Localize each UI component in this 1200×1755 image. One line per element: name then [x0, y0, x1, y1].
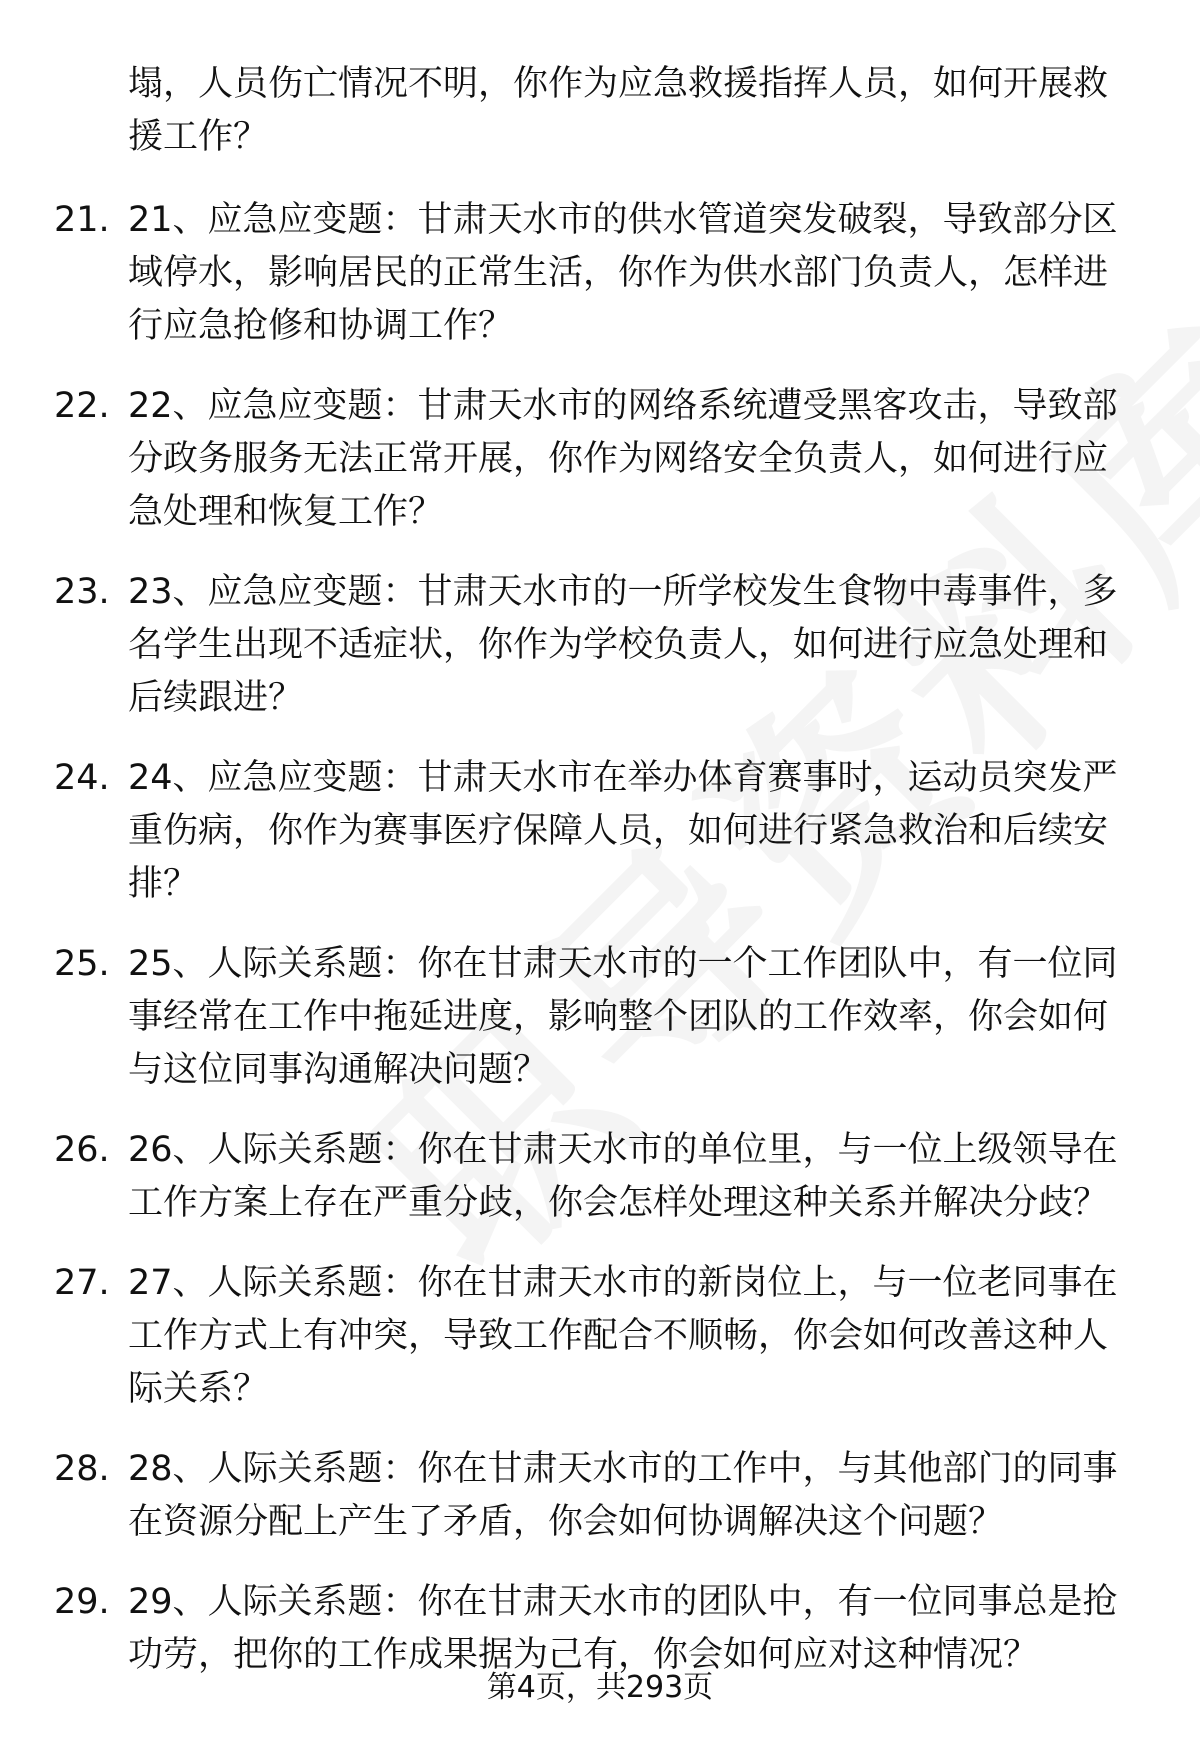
question-text: 29、人际关系题：你在甘肃天水市的团队中，有一位同事总是抢功劳，把你的工作成果据为己有，你会如何应对这种情况？ [128, 1582, 1118, 1675]
question-text: 26、人际关系题：你在甘肃天水市的单位里，与一位上级领导在工作方案上存在严重分歧，你会怎样处理这种关系并解决分歧？ [128, 1130, 1118, 1223]
question-number: 29. [54, 1582, 110, 1622]
question-text: 23、应急应变题：甘肃天水市的一所学校发生食物中毒事件，多名学生出现不适症状，你作为学校负责人，如何进行应急处理和后续跟进？ [128, 572, 1118, 718]
question-item [0, 1443, 1200, 1549]
question-item [0, 1124, 1200, 1230]
question-item [0, 1576, 1200, 1682]
question-number: 22. [54, 386, 110, 426]
question-number: 25. [54, 944, 110, 984]
question-item [0, 938, 1200, 1097]
question-number: 23. [54, 572, 110, 612]
question-number: 27. [54, 1263, 110, 1303]
page-footer: 第4页，共293页 [486, 1670, 714, 1705]
question-number: 21. [54, 200, 110, 240]
question-item [0, 380, 1200, 539]
question-text: 27、人际关系题：你在甘肃天水市的新岗位上，与一位老同事在工作方式上有冲突，导致工作配合不顺畅，你会如何改善这种人际关系？ [128, 1263, 1118, 1409]
question-text: 22、应急应变题：甘肃天水市的网络系统遭受黑客攻击，导致部分政务服务无法正常开展，你作为网络安全负责人，如何进行应急处理和恢复工作？ [128, 386, 1118, 532]
question-text: 28、人际关系题：你在甘肃天水市的工作中，与其他部门的同事在资源分配上产生了矛盾，你会如何协调解决这个问题？ [128, 1449, 1118, 1542]
question-text: 25、人际关系题：你在甘肃天水市的一个工作团队中，有一位同事经常在工作中拖延进度，影响整个团队的工作效率，你会如何与这位同事沟通解决问题？ [128, 944, 1118, 1090]
question-item [0, 1257, 1200, 1416]
question-list [0, 194, 1200, 1682]
question-text: 21、应急应变题：甘肃天水市的供水管道突发破裂，导致部分区域停水，影响居民的正常生活，你作为供水部门负责人，怎样进行应急抢修和协调工作？ [128, 200, 1118, 346]
question-number: 28. [54, 1449, 110, 1489]
question-text: 24、应急应变题：甘肃天水市在举办体育赛事时，运动员突发严重伤病，你作为赛事医疗保障人员，如何进行紧急救治和后续安排？ [128, 758, 1118, 904]
question-item [0, 752, 1200, 911]
question-continuation: 塌，人员伤亡情况不明，你作为应急救援指挥人员，如何开展救援工作？ [128, 64, 1109, 157]
question-item [0, 566, 1200, 725]
question-number: 26. [54, 1130, 110, 1170]
question-item [0, 194, 1200, 353]
question-number: 24. [54, 758, 110, 798]
